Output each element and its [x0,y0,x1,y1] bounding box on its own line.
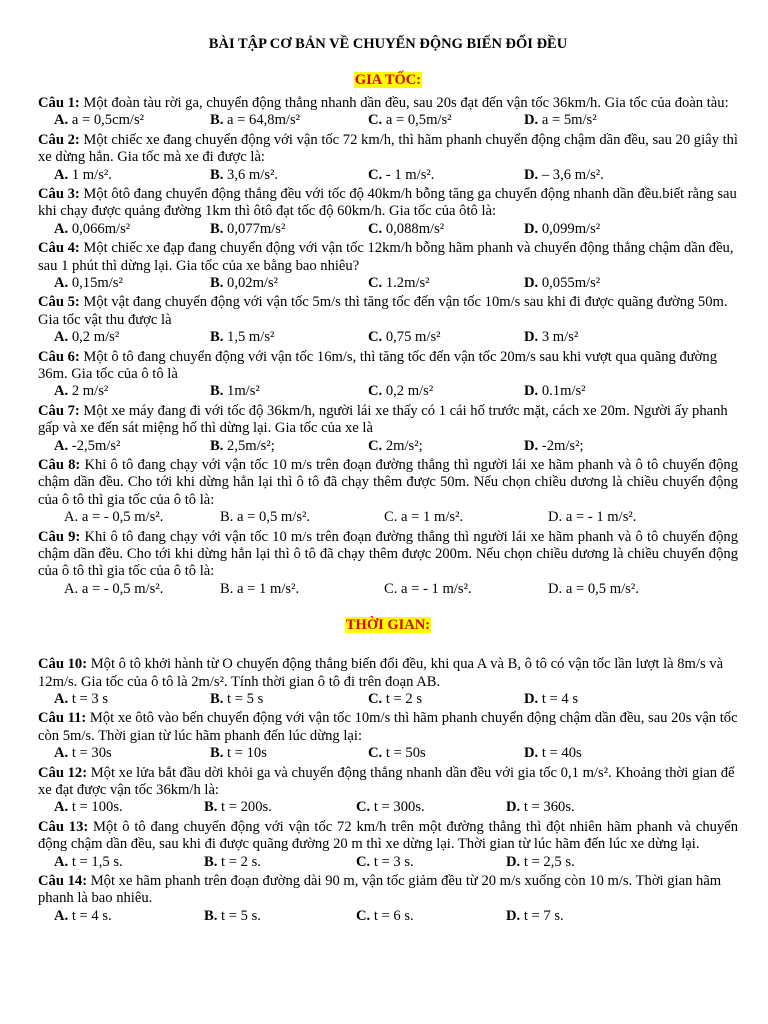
option-b: B. 0,077m/s² [210,220,286,237]
option-d: D. a = 5m/s² [524,112,597,129]
option-a: A. t = 3 s [54,691,109,708]
option-a: A. t = 30s [54,745,112,762]
answer-options [38,221,738,238]
option-c: C. t = 50s [368,745,426,762]
option-a: A. 2 m/s² [54,383,109,400]
section-heading-time: THỜI GIAN: [345,617,431,634]
option-b: B. t = 5 s [210,691,264,708]
option-d: D. t = 2,5 s. [506,853,575,870]
option-c: C. 2m/s²; [368,437,423,454]
option-a: A. a = 0,5cm/s² [54,112,145,129]
option-c: C. 0,088m/s² [368,220,445,237]
answer-options [38,509,738,526]
answer-options [38,691,738,708]
option-c: C. 0,2 m/s² [368,383,434,400]
option-d: D. 0.1m/s² [524,383,586,400]
option-d: D. -2m/s²; [524,437,584,454]
option-b: B. a = 1 m/s². [220,580,300,597]
option-a: A. 1 m/s². [54,166,112,183]
question-5: Câu 5: Một vật đang chuyển động với vận tốc 5m/s thì tăng tốc đến vận tốc 10m/s sau khi đi được quãng đường 50m. Gia tốc vật thu được là A. 0,2 m/s² B. 1,5 m/s² C. 0,75 m/s² D. 3 m/s² [38,294,738,346]
question-7: Câu 7: Một xe máy đang đi với tốc độ 36km/h, người lái xe thấy có 1 cái hố trước mặt, cách xe 20m. Người ấy phanh gấp và xe đến sát miệng hố thì dừng lại. Gia tốc của xe là A. -2,5m/s² B. 2,5m/s²; C. 2m/s²; D. -2m/s²; [38,403,738,455]
option-d: D. t = 360s. [506,799,575,816]
option-d: D. t = 40s [524,745,582,762]
option-c: C. 1.2m/s² [368,275,430,292]
section-heading-acceleration: GIA TỐC: [354,72,422,88]
option-d: D. t = 7 s. [506,907,564,924]
option-b: B. t = 2 s. [204,853,261,870]
option-a: A. -2,5m/s² [54,437,121,454]
option-a: A. 0,15m/s² [54,275,123,292]
question-6: Câu 6: Một ô tô đang chuyển động với vận tốc 16m/s, thì tăng tốc đến vận tốc 20m/s sau khi vượt qua quãng đường 36m. Gia tốc của ô tô là A. 2 m/s² B. 1m/s² C. 0,2 m/s² D. 0.1m/s² [38,349,738,401]
answer-options [38,275,738,292]
option-d: D. 0,099m/s² [524,220,601,237]
question-11: Câu 11: Một xe ôtô vào bến chuyển động với vận tốc 10m/s thì hãm phanh chuyển động chậm dần đều, sau 20s vận tốc còn 5m/s. Thời gian từ lúc hãm phanh đến lúc dừng lại: A. t = 30s B. t = 10s C. t = 50s D. t = 40s [38,710,738,762]
option-a: A. a = - 0,5 m/s². [64,509,164,526]
option-c: C. t = 3 s. [356,853,414,870]
question-13: Câu 13: Một ô tô đang chuyển động với vận tốc 72 km/h trên một đường thẳng thì đột nhiên hãm phanh và chuyển động chậm dần đều, sau khi đi được quãng đường 20 m thì xe dừng lại. Thời gian từ lúc hãm đến lúc xe dừng lại. A. t = 1,5 s. B. t = 2 s. C. t = 3 s. D. t = 2,5 s. [38,818,738,870]
option-b: B. a = 64,8m/s² [210,112,301,129]
option-b: B. a = 0,5 m/s². [220,509,311,526]
option-a: A. 0,066m/s² [54,220,131,237]
option-c: C. - 1 m/s². [368,166,435,183]
question-3: Câu 3: Một ôtô đang chuyển động thẳng đều với tốc độ 40km/h bỗng tăng ga chuyển động nhanh dần đều.biết rằng sau khi chạy được quảng đường 1km thì ôtô đạt tốc độ 60km/h. Gia tốc của ôtô là: A. 0,066m/s² B. 0,077m/s² C. 0,088m/s² D. 0,099m/s² [38,186,737,237]
option-c: C. t = 300s. [356,799,425,816]
option-b: B. 0,02m/s² [210,275,279,292]
question-2: Câu 2: Một chiếc xe đang chuyển động với vận tốc 72 km/h, thì hãm phanh chuyển động chậm dần đều, sau 20 giây thì xe dừng hẳn. Gia tốc mà xe đi được là: A. 1 m/s². B. 3,6 m/s². C. - 1 m/s². D. – 3,6 m/s². [38,131,738,183]
answer-options [38,438,738,455]
answer-options [38,799,738,816]
option-b: B. t = 10s [210,745,267,762]
answer-options [38,329,738,346]
option-c: C. a = 1 m/s². [384,509,464,526]
answer-options [38,581,738,598]
option-b: B. 2,5m/s²; [210,437,275,454]
option-d: D. – 3,6 m/s². [524,166,604,183]
option-a: A. t = 1,5 s. [54,853,123,870]
question-12: Câu 12: Một xe lửa bắt đầu dời khỏi ga và chuyển động thẳng nhanh dần đều với gia tốc 0,1 m/s². Khoảng thời gian để xe đạt được vận tốc 36km/h là: A. t = 100s. B. t = 200s. C. t = 300s. D. t = 360s. [38,765,738,817]
option-d: D. a = 0,5 m/s². [548,580,639,597]
option-b: B. t = 5 s. [204,907,261,924]
option-a: A. t = 4 s. [54,907,112,924]
question-14: Câu 14: Một xe hãm phanh trên đoạn đường dài 90 m, vận tốc giảm đều từ 20 m/s xuống còn 10 m/s. Thời gian hãm phanh là bao nhiêu. A. t = 4 s. B. t = 5 s. C. t = 6 s. D. t = 7 s. [38,873,738,925]
option-a: A. 0,2 m/s² [54,329,120,346]
option-a: A. t = 100s. [54,799,123,816]
option-d: D. a = - 1 m/s². [548,509,637,526]
question-9: Câu 9: Khi ô tô đang chạy với vận tốc 10 m/s trên đoạn đường thẳng thì người lái xe hãm phanh và ô tô chuyển động chậm dần đều. Cho tới khi dừng hẳn lại thì ô tô đã chạy thêm được 200m. Nếu chọn chiều dương là chiều chuyển động của ô tô thì gia tốc của ô tô là: A. a = - 0,5 m/s². B. a = 1 m/s². C. a = - 1 m/s². D. a = 0,5 m/s². [38,528,738,597]
document-title: BÀI TẬP CƠ BẢN VỀ CHUYỂN ĐỘNG BIẾN ĐỔI ĐỀU [208,36,568,52]
option-b: B. 1m/s² [210,383,260,400]
option-a: A. a = - 0,5 m/s². [64,580,164,597]
question-1: Câu 1: Một đoàn tàu rời ga, chuyển động thẳng nhanh dần đều, sau 20s đạt đến vận tốc 36km/h. Gia tốc của đoàn tàu: A. a = 0,5cm/s² B. a = 64,8m/s² C. a = 0,5m/s² D. a = 5m/s² [38,95,738,130]
option-c: C. a = 0,5m/s² [368,112,452,129]
option-c: C. t = 6 s. [356,907,414,924]
option-c: C. a = - 1 m/s². [384,580,472,597]
option-c: C. 0,75 m/s² [368,329,441,346]
option-b: B. 1,5 m/s² [210,329,275,346]
answer-options [38,383,738,400]
question-4: Câu 4: Một chiếc xe đạp đang chuyển động với vận tốc 12km/h bỗng hãm phanh và chuyển động thẳng chậm dần đều, sau 1 phút thì dừng lại. Gia tốc của xe bằng bao nhiêu? A. 0,15m/s² B. 0,02m/s² C. 1.2m/s² D. 0,055m/s² [38,240,738,292]
option-b: B. t = 200s. [204,799,272,816]
answer-options [38,167,738,184]
answer-options [38,745,738,762]
question-10: Câu 10: Một ô tô khởi hành từ O chuyển động thẳng biến đổi đều, khi qua A và B, ô tô có vận tốc lần lượt là 8m/s và 12m/s. Gia tốc của ô tô là 2m/s². Tính thời gian ô tô đi trên đoạn AB. A. t = 3 s B. t = 5 s C. t = 2 s D. t = 4 s [38,656,738,708]
option-d: D. 3 m/s² [524,329,579,346]
answer-options [38,854,738,871]
option-d: D. 0,055m/s² [524,275,601,292]
question-8: Câu 8: Khi ô tô đang chạy với vận tốc 10 m/s trên đoạn đường thẳng thì người lái xe hãm phanh và ô tô chuyển động chậm dần đều. Cho tới khi dừng hẳn lại thì ô tô đã chạy thêm được 50m. Nếu chọn chiều dương là chiều chuyển động của ô tô thì gia tốc của ô tô là: A. a = - 0,5 m/s². B. a = 0,5 m/s². C. a = 1 m/s². D. a = - 1 m/s². [38,457,738,526]
option-c: C. t = 2 s [368,691,423,708]
option-d: D. t = 4 s [524,691,579,708]
document-page [38,28,738,927]
answer-options [38,112,738,129]
answer-options [38,908,738,925]
option-b: B. 3,6 m/s². [210,166,279,183]
